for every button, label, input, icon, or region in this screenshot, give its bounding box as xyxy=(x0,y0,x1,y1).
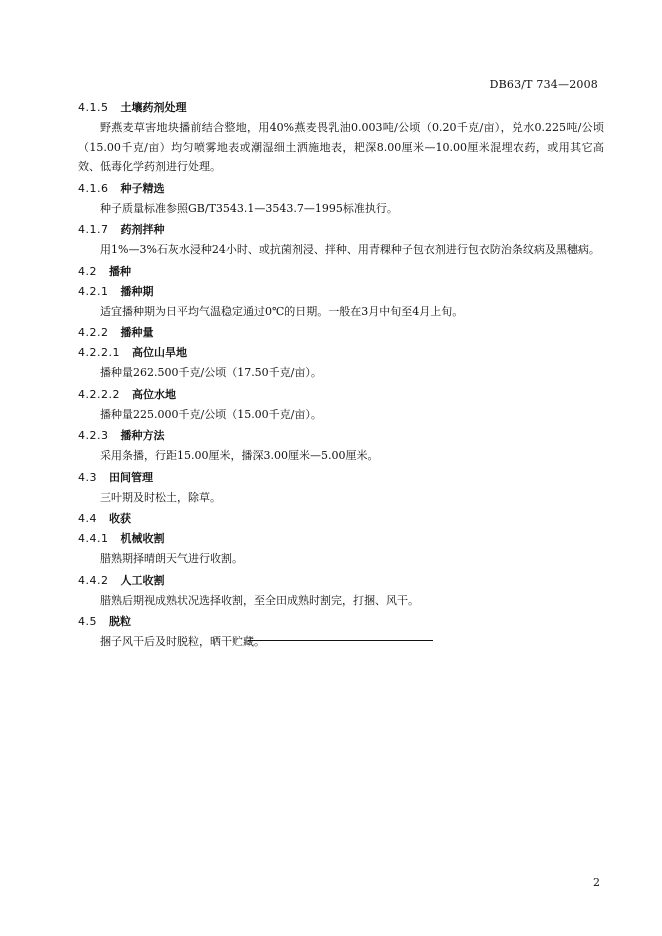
section-4-2-2 xyxy=(78,323,604,343)
section-title: 土壤药剂处理 xyxy=(120,101,187,114)
section-title: 播种 xyxy=(109,264,131,278)
section-text: 三叶期及时松土，除草。 xyxy=(100,490,221,504)
section-number: 4.2.2.2 xyxy=(78,387,120,401)
document-code: DB63/T 734—2008 xyxy=(489,78,598,91)
section-4-4-2 xyxy=(78,571,604,611)
section-4-4 xyxy=(78,509,604,529)
section-text: 种子质量标准参照GB/T3543.1—3543.7—1995标准执行。 xyxy=(100,201,398,215)
section-heading xyxy=(78,262,604,282)
section-number: 4.1.6 xyxy=(78,181,109,195)
page-number: 2 xyxy=(593,876,600,889)
section-heading xyxy=(78,179,604,199)
section-title: 人工收割 xyxy=(120,573,165,587)
section-text: 野燕麦草害地块播前结合整地，用40%燕麦畏乳油0.003吨/公顷（0.20千克/亩），兑水0.225吨/公顷（15.00千克/亩）均匀喷雾地表或潮湿细土洒施地表，耙深8.00厘米—10.00厘米混埋农药，或用其它高效、低毒化学药剂进行处理。 xyxy=(78,121,604,173)
section-4-2-1 xyxy=(78,282,604,322)
section-title: 种子精选 xyxy=(120,181,165,195)
section-4-2-2-2 xyxy=(78,385,604,425)
section-number: 4.2.2 xyxy=(78,326,109,339)
section-number: 4.1.7 xyxy=(78,223,109,236)
section-heading xyxy=(78,426,604,446)
section-heading xyxy=(78,98,604,118)
section-number: 4.4.2 xyxy=(78,573,109,587)
section-title: 药剂拌种 xyxy=(120,223,165,236)
section-text: 腊熟后期视成熟状况选择收割，至全田成熟时割完，打捆、风干。 xyxy=(100,593,419,607)
section-heading xyxy=(78,282,604,302)
section-heading xyxy=(78,323,604,343)
section-title: 脱粒 xyxy=(109,615,131,628)
section-title: 高位山旱地 xyxy=(131,346,187,359)
section-title: 高位水地 xyxy=(131,387,176,401)
section-text: 适宜播种期为日平均气温稳定通过0℃的日期。一般在3月中旬至4月上旬。 xyxy=(100,304,464,318)
section-4-1-6 xyxy=(78,179,604,219)
section-4-4-1 xyxy=(78,529,604,569)
section-number: 4.3 xyxy=(78,470,97,484)
section-4-2-2-1 xyxy=(78,343,604,383)
section-heading xyxy=(78,220,604,240)
section-4-2-3 xyxy=(78,426,604,466)
section-number: 4.4.1 xyxy=(78,532,109,545)
section-heading xyxy=(78,509,604,529)
section-text: 播种量262.500千克/公顷（17.50千克/亩）。 xyxy=(100,366,322,379)
section-4-3 xyxy=(78,468,604,508)
section-heading xyxy=(78,343,604,363)
section-number: 4.5 xyxy=(78,615,97,628)
end-rule xyxy=(248,640,433,641)
section-text: 采用条播，行距15.00厘米，播深3.00厘米—5.00厘米。 xyxy=(100,449,379,462)
section-text: 腊熟期择晴朗天气进行收割。 xyxy=(100,552,243,565)
section-heading xyxy=(78,612,604,632)
section-title: 播种方法 xyxy=(120,429,165,442)
section-title: 田间管理 xyxy=(109,470,153,484)
section-number: 4.4 xyxy=(78,512,97,525)
section-heading xyxy=(78,529,604,549)
section-heading xyxy=(78,571,604,591)
section-number: 4.1.5 xyxy=(78,101,109,114)
section-text: 播种量225.000千克/公顷（15.00千克/亩）。 xyxy=(100,407,322,421)
document-body xyxy=(78,98,604,654)
section-title: 播种量 xyxy=(120,326,154,339)
section-number: 4.2.1 xyxy=(78,284,109,298)
section-number: 4.2.2.1 xyxy=(78,346,120,359)
section-title: 收获 xyxy=(109,512,131,525)
section-number: 4.2.3 xyxy=(78,429,109,442)
section-4-1-5 xyxy=(78,98,604,177)
section-heading xyxy=(78,468,604,488)
section-text: 捆子风干后及时脱粒，晒干贮藏。 xyxy=(100,635,265,648)
section-4-1-7 xyxy=(78,220,604,260)
section-title: 机械收割 xyxy=(120,532,165,545)
section-heading xyxy=(78,385,604,405)
section-number: 4.2 xyxy=(78,264,97,278)
section-4-5 xyxy=(78,612,604,652)
section-text: 用1%—3%石灰水浸种24小时、或抗菌剂浸、拌种、用青稞种子包衣剂进行包衣防治条纹病及黑穗病。 xyxy=(100,243,600,256)
section-title: 播种期 xyxy=(120,284,154,298)
section-4-2 xyxy=(78,262,604,282)
